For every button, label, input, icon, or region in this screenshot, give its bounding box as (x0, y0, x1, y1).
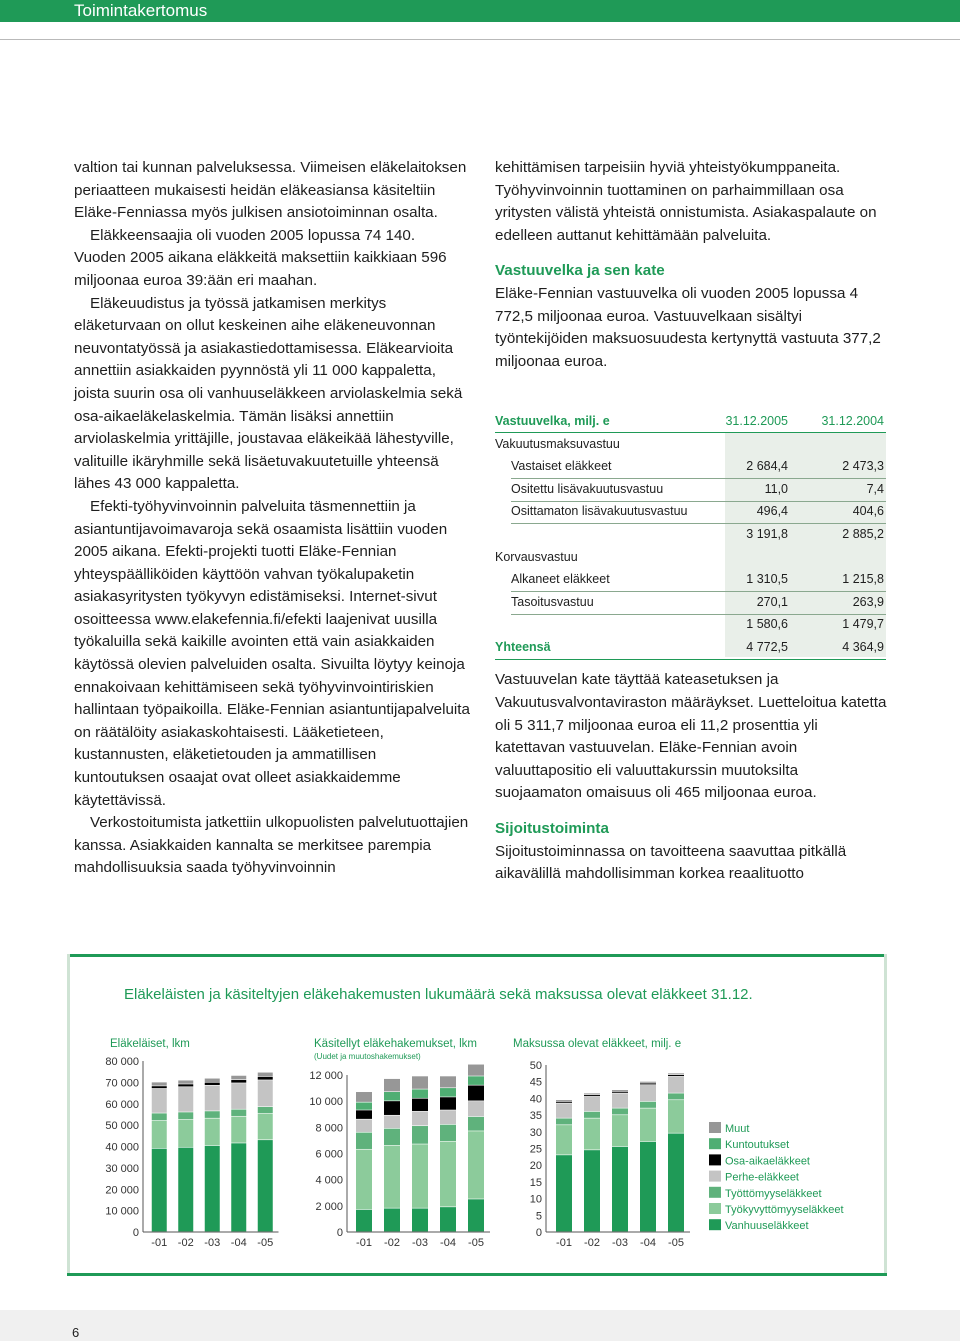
chart-bar-segment (356, 1092, 372, 1102)
chart-x-tick-label: -04 (230, 1237, 247, 1249)
left-paragraph-5: Verkostoitumista jatkettiin ulkopuolisten palvelutuottajien kanssa. Asiakkaiden kannalta se merkitsee parempia mahdollisuuksia saada työhyvinvoinnin (74, 814, 469, 877)
chart-y-tick-label: 0 (132, 1227, 139, 1239)
chart-y-tick-label: 35 (529, 1110, 542, 1123)
legend-label: Osa-aikaeläkkeet (725, 1155, 810, 1168)
chart-bar-segment (152, 1149, 167, 1232)
chart-bar-segment (356, 1150, 372, 1210)
chart-bar-segment (584, 1095, 600, 1096)
chart-bar-segment (584, 1150, 600, 1231)
chart-y-tick-label: 60 000 (105, 1098, 139, 1111)
vastuuvelka-after: Vastuuvelan kate täyttää kateasetuksen ja Vakuutusvalvontaviraston määräykset. Luetteloitua katetta oli 5 311,7 miljoonaa euroa eli 11,2 prosenttia yli katettavan vastuuvelan. Eläke-Fennian avoin valuuttapositio eli valuuttakurssin muutoksilta suojaamaton omaisuus oli 465 miljoonaa euroa. (495, 671, 887, 802)
chart-bar-segment (556, 1125, 572, 1154)
chart-bar-segment (205, 1086, 220, 1111)
chart-bar-segment (231, 1076, 246, 1080)
chart-bar-segment (584, 1093, 600, 1094)
chart-bar-segment (152, 1121, 167, 1148)
chart-bar-segment (440, 1125, 456, 1141)
chart-y-tick-label: 0 (336, 1227, 343, 1239)
table-header-2004: 31.12.2004 (821, 414, 884, 428)
chart-bar-segment (356, 1110, 372, 1119)
chart-bar-segment (205, 1079, 220, 1082)
page-number: 6 (72, 1325, 80, 1340)
heading-vastuuvelka: Vastuuvelka ja sen kate (495, 262, 665, 280)
chart-bar-segment (258, 1114, 273, 1140)
table-cell-2005: 11,0 (764, 481, 788, 496)
left-paragraph-3: Eläkeuudistus ja työssä jatkamisen merkitys eläketurvaan on ollut keskeinen aihe eläkeneuvonnan neuvontatyössä ja asiakastiedottamisessa. Eläkearvioita annettiin asiakkaiden pyynnöstä yli 11 000 kappaletta, joista suurin osa oli vanhuuseläkkeen arviolaskelmia sekä osa-aikaeläkelaskelmia. Tämän lisäksi annettiin arviolaskelmia yrittäjille, joustavaa eläkeikää lähestyville, valituille ikäryhmille sekä lisäetuvakuutetuille yhteensä lähes 43 000 kappaletta. (74, 294, 463, 493)
chart-x-tick-label: -05 (257, 1237, 274, 1249)
table-cell-2005: 4 772,5 (746, 639, 788, 654)
chart-bar-segment (205, 1146, 220, 1232)
chart-y-tick-label: 5 (535, 1210, 542, 1223)
table-cell-label: Yhteensä (495, 639, 551, 654)
chart-bar-segment (178, 1120, 193, 1147)
legend-swatch (709, 1122, 721, 1133)
legend-label: Muut (725, 1123, 750, 1135)
chart-bar-segment (612, 1115, 628, 1146)
chart-bar-segment (412, 1112, 428, 1126)
chart-bar-segment (258, 1107, 273, 1113)
chart-bar-segment (412, 1076, 428, 1088)
chart-bar-segment (258, 1073, 273, 1077)
table-cell-label: Alkaneet eläkkeet (511, 572, 610, 587)
chart-bar-segment (584, 1112, 600, 1118)
chart-y-tick-label: 80 000 (105, 1056, 139, 1068)
legend-swatch (709, 1171, 721, 1182)
left-paragraph-4: Efekti-työhyvinvoinnin palveluita täsmennettiin ja asiantuntijavoimavaroja sekä osaamista lisättiin vuoden 2005 aikana. Efekti-projekti tuotti Eläke-Fennian yhteyspäälliköiden käyttöön vahvan työkalupaketin asiakasyritysten työkyvyn edistämiseksi. Internet-sivut osoitteessa www.elakefennia.fi/efekti laajenivat uusilla työkaluilla sekä kaikille avointen että vain asiakkaiden käytössä olevien palveluiden osalta. Sivuilta löytyy keinoja ennakoivaan kehittämiseen sekä työhyvinvointiriskien hallintaan työpaikoilla. Eläke-Fennian asiantuntijapalveluita on räätälöity asiakaskohtaisesti. Lääketieteen, kustannusten, eläketietouden ja ammatillisen kuntoutuksen osaajat ovat olleet asiakkaidemme käytettävissä. (74, 497, 470, 809)
chart-bar-segment (412, 1126, 428, 1144)
chart-x-tick-label: -05 (468, 1237, 484, 1249)
table-cell-2005: 270,1 (756, 594, 788, 609)
chart-y-tick-label: 45 (529, 1076, 542, 1089)
legend-label: Kuntoutukset (725, 1139, 790, 1152)
chart-bar-segment (384, 1116, 400, 1128)
heading-sijoitustoiminta: Sijoitustoiminta (495, 819, 609, 837)
left-paragraph-2: Eläkkeensaajia oli vuoden 2005 lopussa 74 140. Vuoden 2005 aikana eläkkeitä maksettiin kaikkiaan 596 miljoonaa euroa 39:ään eri maahan. (74, 226, 447, 289)
chart-bar-segment (440, 1142, 456, 1207)
chart-x-tick-label: -04 (640, 1237, 656, 1249)
chart-bar-segment (384, 1146, 400, 1208)
chart-title: Maksussa olevat eläkkeet, milj. e (513, 1038, 682, 1050)
table-cell-2005: 2 684,4 (746, 459, 788, 474)
chart-bar-segment (668, 1077, 684, 1093)
table-cell-2004: 2 885,2 (842, 526, 884, 541)
table-cell-2005: 1 580,6 (746, 617, 788, 632)
chart-bar-segment (356, 1102, 372, 1109)
chart-x-tick-label: -04 (440, 1237, 456, 1249)
chart-y-tick-label: 8 000 (315, 1122, 343, 1135)
chart-x-tick-label: -03 (204, 1237, 221, 1249)
footer-bar (0, 1310, 960, 1341)
chart-bar-segment (440, 1207, 456, 1231)
table-cell-2004: 7,4 (866, 481, 884, 496)
table-header-2005: 31.12.2005 (725, 414, 788, 428)
chart-bar-segment (412, 1208, 428, 1231)
chart-bar-segment (356, 1119, 372, 1131)
chart-y-tick-label: 25 (529, 1143, 542, 1156)
table-cell-label: Vakuutusmaksuvastuu (495, 436, 620, 451)
chart-bar-segment (356, 1133, 372, 1149)
chart-bar-segment (640, 1083, 656, 1084)
chart-bar-segment (468, 1101, 484, 1116)
chart-title: Eläkeläiset, lkm (110, 1038, 190, 1050)
chart-bar-segment (412, 1089, 428, 1098)
chart-bar-segment (612, 1092, 628, 1093)
chart-x-tick-label: -01 (356, 1237, 372, 1249)
chart-bar-segment (258, 1080, 273, 1106)
chart-bar-segment (258, 1077, 273, 1080)
chart-bar-segment (468, 1199, 484, 1231)
chart-bar-segment (640, 1085, 656, 1101)
chart-bar-segment (231, 1080, 246, 1083)
legend-swatch (709, 1138, 721, 1149)
chart-bar-segment (468, 1131, 484, 1198)
section-title: Toimintakertomus (74, 1, 208, 20)
chart-bar-segment (668, 1093, 684, 1099)
legend-label: Työttömyyseläkkeet (725, 1187, 822, 1200)
chart-bar-segment (356, 1210, 372, 1232)
chart-y-tick-label: 10 (529, 1193, 542, 1206)
chart-bar-segment (178, 1087, 193, 1112)
figure-title: Eläkeläisten ja käsiteltyjen eläkehakemusten lukumäärä sekä maksussa olevat eläkkeet 31.12. (124, 986, 753, 1003)
chart-bar-segment (612, 1147, 628, 1232)
legend-label: Vanhuuseläkkeet (725, 1220, 809, 1233)
table-cell-2004: 2 473,3 (842, 459, 884, 474)
table-cell-2005: 496,4 (756, 504, 788, 519)
chart-bar-segment (612, 1093, 628, 1107)
chart-bar-segment (640, 1102, 656, 1108)
chart-x-tick-label: -03 (612, 1237, 628, 1249)
chart-y-tick-label: 20 000 (105, 1184, 139, 1197)
chart-bar-segment (152, 1086, 167, 1088)
chart-x-tick-label: -03 (412, 1237, 428, 1249)
chart-x-tick-label: -02 (384, 1237, 400, 1249)
chart-bar-segment (612, 1090, 628, 1091)
chart-bar-segment (412, 1144, 428, 1208)
table-cell-label: Ositettu lisävakuutusvastuu (511, 481, 664, 496)
table-cell-2004: 1 215,8 (842, 572, 884, 587)
chart-bar-segment (440, 1110, 456, 1124)
table-cell-2004: 4 364,9 (842, 639, 884, 654)
chart-bar-segment (152, 1089, 167, 1113)
chart-x-tick-label: -02 (584, 1237, 600, 1249)
chart-bar-segment (384, 1208, 400, 1231)
chart-y-tick-label: 50 (529, 1060, 542, 1072)
chart-y-tick-label: 15 (529, 1176, 542, 1189)
chart-x-tick-label: -05 (668, 1237, 684, 1249)
chart-bar-segment (556, 1118, 572, 1124)
chart-bar-segment (258, 1140, 273, 1231)
chart-bar-segment (468, 1085, 484, 1100)
chart-bar-segment (556, 1155, 572, 1231)
chart-x-tick-label: -01 (151, 1237, 168, 1249)
table-cell-label: Osittamaton lisävakuutusvastuu (511, 504, 688, 519)
chart-bar-segment (178, 1112, 193, 1119)
table-cell-label: Korvausvastuu (495, 549, 578, 564)
table-cell-2005: 3 191,8 (746, 526, 788, 541)
chart-bar-segment (178, 1084, 193, 1086)
chart-bar-segment (152, 1082, 167, 1085)
chart-bar-segment (468, 1065, 484, 1076)
legend-swatch (709, 1187, 721, 1198)
chart-bar-segment (384, 1079, 400, 1091)
chart-y-tick-label: 50 000 (105, 1120, 139, 1133)
chart-y-tick-label: 12 000 (309, 1070, 343, 1082)
chart-bar-segment (640, 1082, 656, 1083)
table-cell-2005: 1 310,5 (746, 572, 788, 587)
chart-bar-segment (384, 1101, 400, 1115)
chart-bar-segment (668, 1073, 684, 1074)
chart-y-tick-label: 2 000 (315, 1200, 343, 1213)
chart-x-tick-label: -01 (556, 1237, 572, 1249)
chart-bar-segment (205, 1118, 220, 1145)
chart-bar-segment (668, 1133, 684, 1231)
left-paragraph-1: valtion tai kunnan palveluksessa. Viimeisen eläkelaitoksen periaatteen mukaisesti heidän eläkeasiansa käsiteltiin Eläke-Fenniassa myös julkisen ansiotoiminnan osalta. (74, 159, 467, 222)
chart-y-tick-label: 30 (529, 1126, 542, 1139)
legend-swatch (709, 1219, 721, 1230)
chart-bar-segment (231, 1117, 246, 1143)
table-cell-2004: 404,6 (852, 504, 884, 519)
right-intro: kehittämisen tarpeisiin hyviä yhteistyökumppaneita. Työhyvinvoinnin tuottaminen on parhaimmillaan osa yritysten välistä yhteistä onnistumista. Asiakaspalaute on edelleen auttanut kehittämään palveluita. (495, 159, 877, 244)
chart-bar-segment (178, 1080, 193, 1083)
chart-bar-segment (584, 1118, 600, 1149)
chart-subtitle: (Uudet ja muutoshakemukset) (314, 1052, 421, 1061)
chart-title: Käsitellyt eläkehakemukset, lkm (314, 1038, 477, 1050)
chart-bar-segment (178, 1148, 193, 1232)
chart-bar-segment (584, 1097, 600, 1111)
chart-bar-segment (205, 1111, 220, 1118)
chart-bar-segment (556, 1103, 572, 1117)
table-cell-2004: 1 479,7 (842, 617, 884, 632)
chart-x-tick-label: -02 (177, 1237, 194, 1249)
chart-y-tick-label: 20 (529, 1160, 542, 1173)
chart-bar-segment (440, 1088, 456, 1097)
chart-bar-segment (412, 1099, 428, 1111)
chart-bar-segment (468, 1117, 484, 1131)
table-cell-label: Tasoitusvastuu (511, 594, 594, 609)
chart-y-tick-label: 10 000 (309, 1096, 343, 1109)
chart-bar-segment (231, 1143, 246, 1231)
table-header-label: Vastuuvelka, milj. e (495, 414, 610, 428)
chart-bar-segment (668, 1100, 684, 1133)
chart-bar-segment (231, 1110, 246, 1116)
chart-y-tick-label: 0 (535, 1227, 542, 1239)
legend-swatch (709, 1203, 721, 1214)
chart-y-tick-label: 70 000 (105, 1077, 139, 1090)
chart-bar-segment (440, 1076, 456, 1087)
vastuuvelka-text: Eläke-Fennian vastuuvelka oli vuoden 2005 lopussa 4 772,5 miljoonaa euroa. Vastuuvelkaan sisältyi työntekijöiden maksuosuudesta kertynyttä vastuuta 377,2 miljoonaa euroa. (495, 284, 881, 370)
chart-bar-segment (668, 1075, 684, 1076)
chart-y-tick-label: 30 000 (105, 1162, 139, 1175)
chart-bar-segment (384, 1092, 400, 1101)
table-cell-2004: 263,9 (852, 594, 884, 609)
chart-y-tick-label: 40 000 (105, 1141, 139, 1154)
legend-swatch (709, 1154, 721, 1165)
chart-bar-segment (440, 1097, 456, 1109)
table-cell-label: Vastaiset eläkkeet (511, 459, 612, 474)
chart-bar-segment (468, 1076, 484, 1085)
chart-bar-segment (152, 1113, 167, 1120)
chart-bar-segment (556, 1100, 572, 1101)
chart-y-tick-label: 4 000 (315, 1174, 343, 1187)
chart-bar-segment (640, 1142, 656, 1232)
chart-bar-segment (384, 1129, 400, 1145)
legend-label: Työkyvyttömyyseläkkeet (725, 1204, 844, 1216)
chart-bar-segment (640, 1108, 656, 1141)
chart-bar-segment (612, 1108, 628, 1114)
chart-y-tick-label: 10 000 (105, 1205, 139, 1218)
chart-y-tick-label: 40 (529, 1093, 542, 1106)
chart-bar-segment (556, 1102, 572, 1103)
chart-bar-segment (231, 1083, 246, 1109)
legend-label: Perhe-eläkkeet (725, 1171, 799, 1184)
sijoitustoiminta-text: Sijoitustoiminnassa on tavoitteena saavuttaa pitkällä aikavälillä mahdollisimman korkea reaalituotto (495, 842, 847, 883)
chart-bar-segment (205, 1083, 220, 1085)
chart-y-tick-label: 6 000 (315, 1148, 343, 1161)
